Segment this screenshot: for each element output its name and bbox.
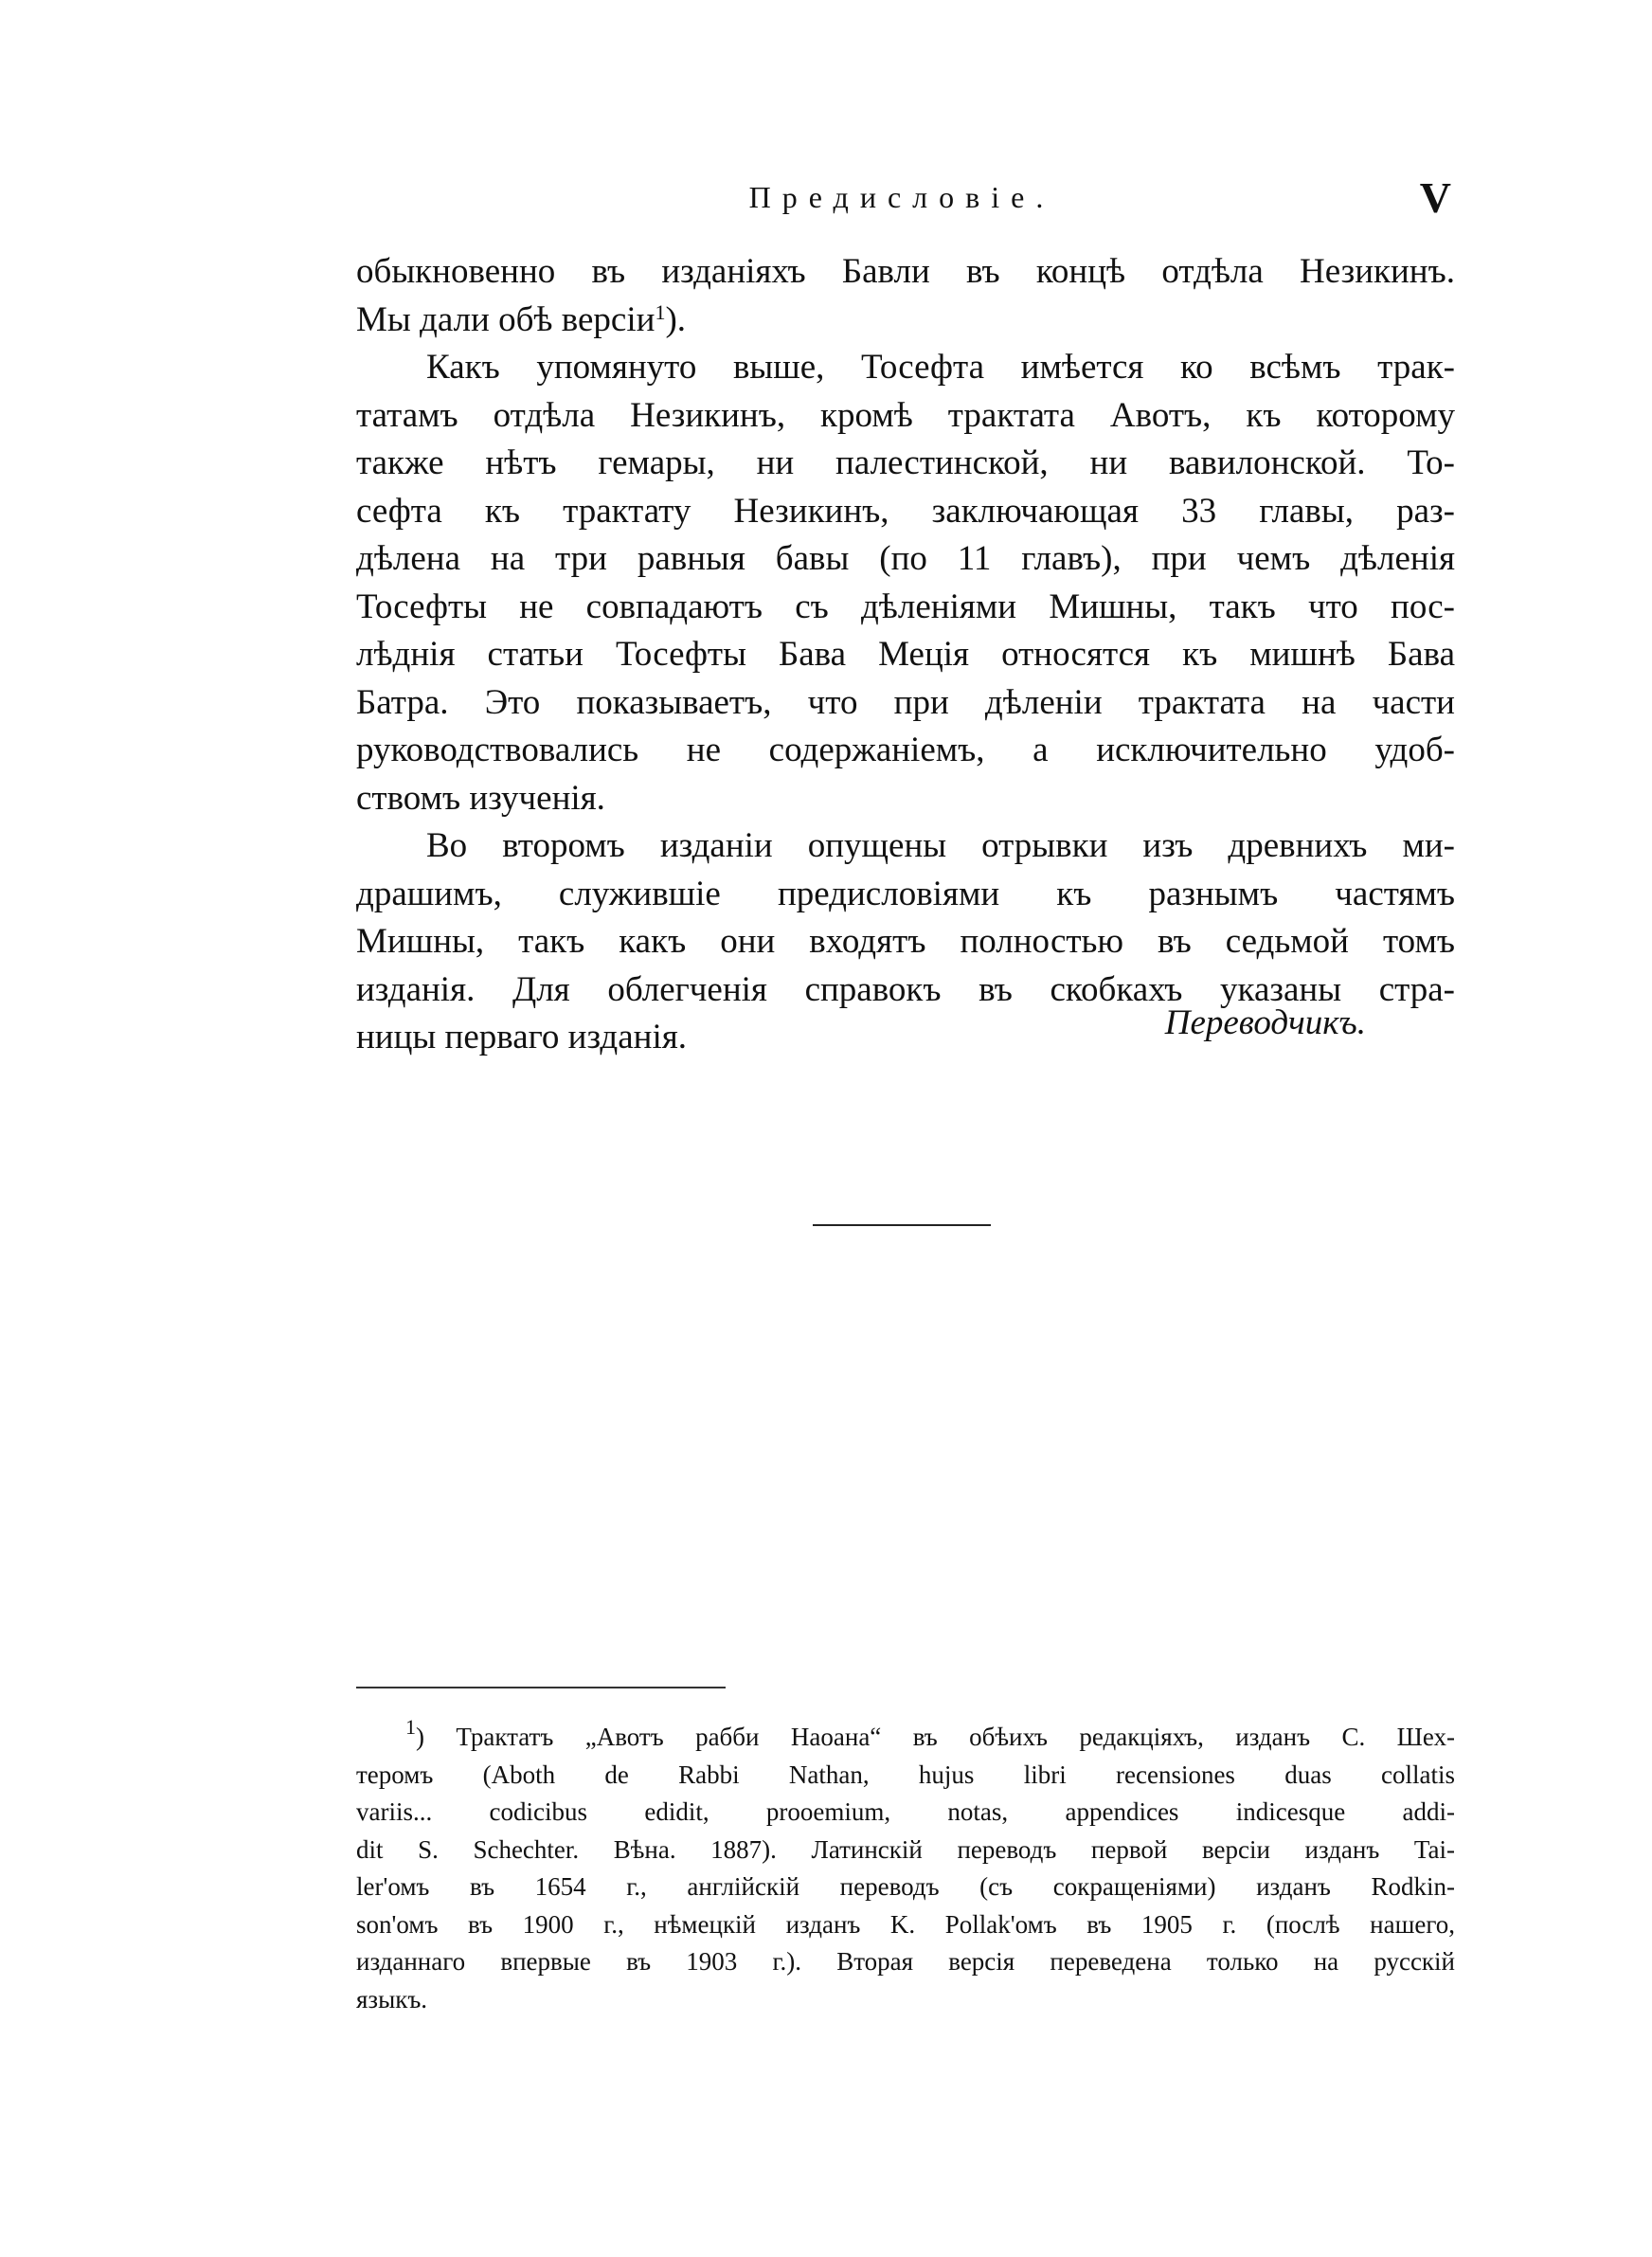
text-line: дѣлена на три равныя бавы (по 11 главъ), при чемъ дѣленія [356,539,1455,578]
section-end-rule [813,1224,991,1226]
footnote-line: son'омъ въ 1900 г., нѣмецкій изданъ K. Pollak'омъ въ 1905 г. (послѣ нашего, [356,1909,1455,1939]
footnote-line: изданнаго впервые въ 1903 г.). Вторая версія переведена только на русскій [356,1947,1455,1976]
text-line: также нѣтъ гемары, ни палестинской, ни вавилонской. То- [356,443,1455,482]
text-line: изданія. Для облегченія справокъ въ скобкахъ указаны стра- [356,969,1455,1009]
text-line: Батра. Это показываетъ, что при дѣленіи трактата на части [356,682,1455,722]
text-line: обыкновенно въ изданіяхъ Бавли въ концѣ отдѣла Незикинъ. [356,252,1455,291]
text-line [356,297,1455,345]
footnote-reference[interactable]: 1 [655,299,666,324]
text-line: татамъ отдѣла Незикинъ, кромѣ трактата Авотъ, къ которому [356,395,1455,435]
running-header [352,172,1451,229]
text-line: драшимъ, служившіе предисловіями къ разнымъ частямъ [356,874,1455,913]
text-line: ствомъ изученія. [356,778,605,818]
main-text [356,248,1455,1062]
footnote-marker: 1 [405,1715,416,1739]
footnote-line: языкъ. [356,1984,428,2013]
footnote-separator [356,1687,726,1688]
text-line: Какъ упомянуто выше, Тосефта имѣется ко всѣмъ трак- [426,348,1455,387]
text-line: руководствовались не содержаніемъ, а исключительно удоб- [356,731,1455,769]
text-line: сефта къ трактату Незикинъ, заключающая 33 главы, раз- [356,491,1455,531]
running-title: Предисловіе. [748,180,1055,214]
footnote-line: теромъ (Aboth de Rabbi Nathan, hujus libri recensiones duas collatis [356,1760,1455,1789]
footnote-line [356,1715,1455,1757]
footnote-line: dit S. Schechter. Вѣна. 1887). Латинскій переводъ первой версіи изданъ Tai- [356,1834,1455,1864]
text-line: Тосефты не совпадаютъ съ дѣленіями Мишны, такъ что пос- [356,587,1455,626]
text-line: Во второмъ изданіи опущены отрывки изъ древнихъ ми- [426,826,1455,865]
text-fragment: Мы дали обѣ версіи [356,299,655,339]
translator-signature: Переводчикъ. [1164,1003,1366,1042]
text-line: Мишны, такъ какъ они входятъ полностью въ седьмой томъ [356,922,1455,961]
footnote [356,1715,1455,2018]
text-line: лѣднія статьи Тосефты Бава Меція относятся къ мишнѣ Бава [356,635,1455,674]
footnote-line: ler'омъ въ 1654 г., англійскій переводъ (съ сокращеніями) изданъ Rodkin- [356,1872,1455,1901]
text-line: ницы перваго изданія. [356,1018,687,1056]
footnote-line: variis... codicibus edidit, prooemium, notas, appendices indicesque addi- [356,1797,1455,1826]
text-fragment: ). [665,299,687,339]
text-fragment: ) Трактатъ „Авотъ рабби Наоана“ въ обѣихъ редакціяхъ, изданъ С. Шех- [416,1723,1455,1751]
page-number: V [1419,173,1451,222]
